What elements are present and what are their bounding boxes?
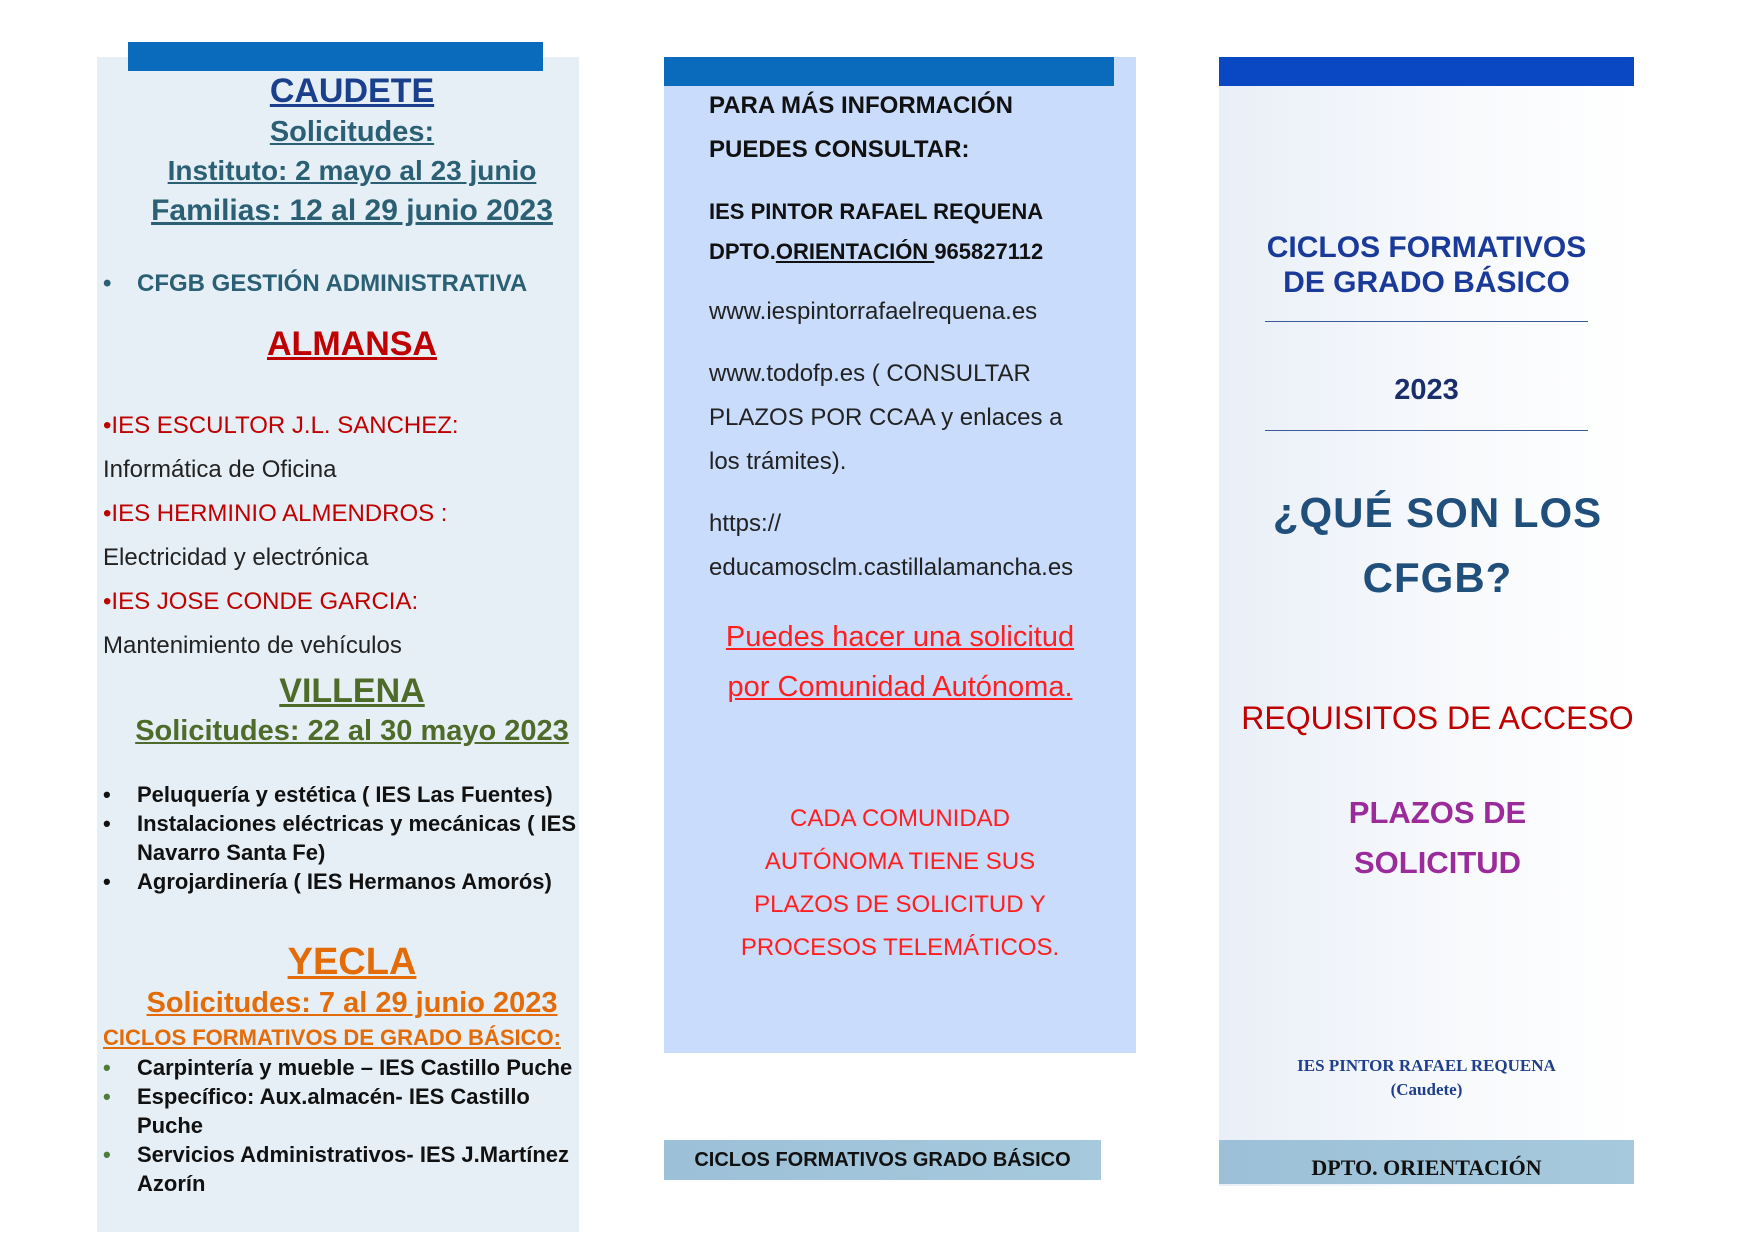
villena-section bbox=[97, 670, 607, 750]
bullet-icon: • bbox=[103, 869, 111, 894]
almansa-list bbox=[103, 404, 603, 668]
yecla-section bbox=[97, 940, 607, 1022]
list-item: • Agrojardinería ( IES Hermanos Amorós) bbox=[97, 867, 617, 896]
requisitos-heading: REQUISITOS DE ACCESO bbox=[1241, 700, 1634, 736]
middle-header-bar bbox=[664, 57, 1114, 86]
villena-title: VILLENA bbox=[279, 672, 425, 710]
caudete-title: CAUDETE bbox=[269, 72, 435, 110]
cover-title: CICLOS FORMATIVOS DE GRADO BÁSICO bbox=[1266, 231, 1587, 299]
bullet-icon: • bbox=[103, 500, 112, 527]
villena-list bbox=[97, 780, 617, 896]
yecla-title: YECLA bbox=[287, 941, 417, 983]
yecla-solicitudes: Solicitudes: 7 al 29 junio 2023 bbox=[146, 987, 558, 1019]
web-link-todofp[interactable]: www.todofp.es ( CONSULTAR bbox=[709, 360, 1031, 387]
phone-number: 965827112 bbox=[934, 239, 1044, 264]
web-links: www.iespintorrafaelrequena.es www.todofp.es ( CONSULTAR PLAZOS POR CCAA y enlaces a los trámites). https:// educamosclm.castillalamancha.es bbox=[709, 290, 1139, 590]
list-item: Informática de Oficina bbox=[103, 456, 337, 483]
bullet-icon: • bbox=[103, 782, 111, 807]
school-contact: IES PINTOR RAFAEL REQUENA DPTO.ORIENTACIÓN 965827112 bbox=[709, 199, 1044, 264]
cover-school: IES PINTOR RAFAEL REQUENA (Caudete) bbox=[1297, 1056, 1556, 1099]
list-item: Electricidad y electrónica bbox=[103, 544, 369, 571]
list-item: •IES HERMINIO ALMENDROS : bbox=[103, 500, 448, 527]
caudete-familias: Familias: 12 al 29 junio 2023 bbox=[151, 194, 553, 227]
list-item: • Servicios Administrativos- IES J.Martínez Azorín bbox=[97, 1140, 617, 1198]
right-footer-bar bbox=[1219, 1140, 1634, 1184]
list-item: • CFGB GESTIÓN ADMINISTRATIVA bbox=[97, 270, 597, 298]
middle-footer-text: CICLOS FORMATIVOS GRADO BÁSICO bbox=[694, 1149, 1071, 1171]
list-item: • Peluquería y estética ( IES Las Fuentes) bbox=[97, 780, 617, 809]
bullet-icon: • bbox=[103, 588, 112, 615]
left-header-bar bbox=[128, 42, 543, 71]
bullet-icon: • bbox=[103, 412, 112, 439]
cover-question: ¿QUÉ SON LOS CFGB? bbox=[1272, 489, 1603, 601]
divider bbox=[1265, 430, 1588, 431]
villena-solicitudes: Solicitudes: 22 al 30 mayo 2023 bbox=[135, 715, 569, 747]
web-link-ies[interactable]: www.iespintorrafaelrequena.es bbox=[709, 298, 1038, 325]
ccaa-notice: CADA COMUNIDAD AUTÓNOMA TIENE SUS PLAZOS DE SOLICITUD Y PROCESOS TELEMÁTICOS. bbox=[740, 805, 1060, 961]
list-item: • Específico: Aux.almacén- IES Castillo Puche bbox=[97, 1082, 617, 1140]
info-heading: PARA MÁS INFORMACIÓN PUEDES CONSULTAR: bbox=[709, 92, 1013, 163]
caudete-section bbox=[97, 70, 607, 232]
yecla-subtitle: CICLOS FORMATIVOS DE GRADO BÁSICO: bbox=[103, 1025, 561, 1050]
orientacion-link[interactable]: ORIENTACIÓN bbox=[775, 239, 935, 264]
caudete-solicitudes: Solicitudes: bbox=[269, 116, 435, 148]
list-item: •IES ESCULTOR J.L. SANCHEZ: bbox=[103, 412, 459, 439]
list-item: • Carpintería y mueble – IES Castillo Puche bbox=[97, 1053, 617, 1082]
bullet-icon: • bbox=[103, 270, 112, 297]
solicitud-link[interactable]: Puedes hacer una solicitud por Comunidad Autónoma. bbox=[725, 621, 1075, 703]
almansa-title: ALMANSA bbox=[267, 325, 437, 363]
plazos-heading: PLAZOS DE SOLICITUD bbox=[1348, 795, 1527, 880]
caudete-instituto: Instituto: 2 mayo al 23 junio bbox=[167, 155, 537, 186]
middle-footer-bar bbox=[664, 1140, 1101, 1180]
right-header-bar bbox=[1219, 57, 1634, 86]
list-item: Mantenimiento de vehículos bbox=[103, 632, 402, 659]
bullet-icon: • bbox=[103, 1142, 111, 1167]
cover-year: 2023 bbox=[1394, 374, 1459, 406]
list-item: • Instalaciones eléctricas y mecánicas ( IES Navarro Santa Fe) bbox=[97, 809, 617, 867]
list-item: •IES JOSE CONDE GARCIA: bbox=[103, 588, 419, 615]
yecla-list bbox=[97, 1053, 617, 1198]
right-footer-text: DPTO. ORIENTACIÓN bbox=[1311, 1155, 1542, 1180]
bullet-icon: • bbox=[103, 1055, 111, 1080]
bullet-icon: • bbox=[103, 1084, 111, 1109]
divider bbox=[1265, 321, 1588, 322]
bullet-icon: • bbox=[103, 811, 111, 836]
web-link-educamos[interactable]: https:// bbox=[709, 510, 782, 537]
